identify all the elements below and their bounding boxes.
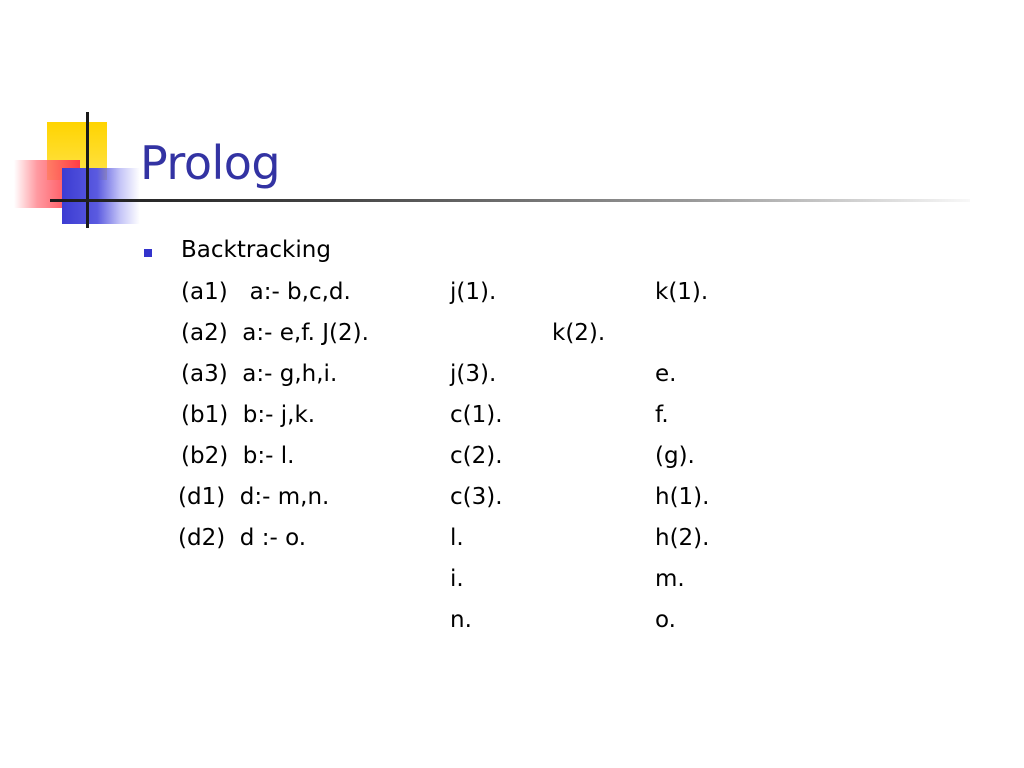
- fact-j1: j(1).: [450, 279, 497, 305]
- slide-title: Prolog: [140, 136, 281, 190]
- rule-d1: (d1) d:- m,n.: [178, 484, 330, 510]
- fact-h1: h(1).: [655, 484, 710, 510]
- rule-a2: (a2) a:- e,f. J(2).: [181, 320, 369, 346]
- fact-c1: c(1).: [450, 402, 503, 428]
- blue-square-decoration: [62, 168, 140, 224]
- fact-c2: c(2).: [450, 443, 503, 469]
- bullet-square-icon: [144, 249, 152, 257]
- fact-o: o.: [655, 607, 676, 633]
- fact-i: i.: [450, 566, 464, 592]
- fact-k1: k(1).: [655, 279, 709, 305]
- fact-g: (g).: [655, 443, 695, 469]
- fact-n: n.: [450, 607, 472, 633]
- fact-j3: j(3).: [450, 361, 497, 387]
- fact-l: l.: [450, 525, 464, 551]
- fact-m: m.: [655, 566, 685, 592]
- rule-d2: (d2) d :- o.: [178, 525, 307, 551]
- fact-h2: h(2).: [655, 525, 710, 551]
- rule-a1: (a1) a:- b,c,d.: [181, 279, 351, 305]
- fact-k2: k(2).: [552, 320, 606, 346]
- rule-b2: (b2) b:- l.: [181, 443, 295, 469]
- fact-e: e.: [655, 361, 677, 387]
- rule-a3: (a3) a:- g,h,i.: [181, 361, 338, 387]
- fact-c3: c(3).: [450, 484, 503, 510]
- title-underline-rule: [50, 199, 970, 202]
- vertical-rule-decoration: [86, 112, 89, 228]
- bullet-heading: Backtracking: [181, 237, 331, 263]
- rule-b1: (b1) b:- j,k.: [181, 402, 316, 428]
- fact-f: f.: [655, 402, 669, 428]
